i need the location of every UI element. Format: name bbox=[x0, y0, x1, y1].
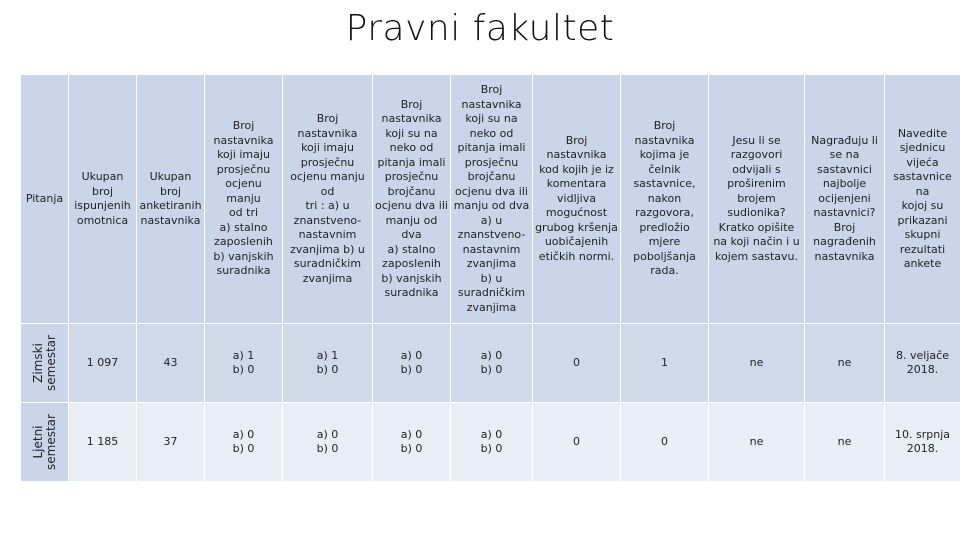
table-cell: 8. veljače 2018. bbox=[885, 324, 960, 403]
results-table bbox=[20, 74, 960, 482]
header-cell: Broj nastavnika kojima je čelnik sastavnice, nakon razgovora, predložio mjere poboljšanja rada. bbox=[621, 75, 709, 324]
table-cell: 1 bbox=[621, 324, 709, 403]
table-cell: a) 0 b) 0 bbox=[373, 403, 451, 482]
table-cell: a) 0 b) 0 bbox=[373, 324, 451, 403]
table-cell: ne bbox=[805, 403, 885, 482]
header-cell: Broj nastavnika koji su na neko od pitanja imali prosječnu brojčanu ocjenu dva ili manju od dva a) stalno zaposlenih b) vanjskih suradnika bbox=[373, 75, 451, 324]
header-cell: Broj nastavnika koji su na neko od pitanja imali prosječnu brojčanu ocjenu dva ili manju od dva a) u znanstveno- nastavnim zvanjima b) u suradničkim zvanjima bbox=[451, 75, 533, 324]
table-cell: a) 0 b) 0 bbox=[205, 403, 283, 482]
table-cell: 43 bbox=[137, 324, 205, 403]
table-row bbox=[21, 403, 960, 482]
table-cell: a) 0 b) 0 bbox=[451, 324, 533, 403]
table-cell: ne bbox=[709, 324, 805, 403]
row-label: Zimski semestar bbox=[21, 324, 69, 403]
table-cell: a) 1 b) 0 bbox=[283, 324, 373, 403]
table-cell: a) 0 b) 0 bbox=[451, 403, 533, 482]
table-cell: ne bbox=[805, 324, 885, 403]
table-cell: 0 bbox=[533, 403, 621, 482]
header-cell: Nagrađuju li se na sastavnici najbolje ocijenjeni nastavnici? Broj nagrađenih nastavnika bbox=[805, 75, 885, 324]
header-row bbox=[21, 75, 960, 324]
header-cell: Jesu li se razgovori odvijali s proširenim brojem sudionika? Kratko opišite na koji način i u kojem sastavu. bbox=[709, 75, 805, 324]
table-cell: 37 bbox=[137, 403, 205, 482]
table-cell: 0 bbox=[621, 403, 709, 482]
table-cell: a) 1 b) 0 bbox=[205, 324, 283, 403]
table-cell: a) 0 b) 0 bbox=[283, 403, 373, 482]
header-cell: Navedite sjednicu vijeća sastavnice na kojoj su prikazani skupni rezultati ankete bbox=[885, 75, 960, 324]
page-title: Pravni fakultet bbox=[345, 8, 615, 49]
table-cell: ne bbox=[709, 403, 805, 482]
header-cell: Ukupan broj ispunjenih omotnica bbox=[69, 75, 137, 324]
table-row bbox=[21, 324, 960, 403]
header-cell: Ukupan broj anketiranih nastavnika bbox=[137, 75, 205, 324]
table-cell: 0 bbox=[533, 324, 621, 403]
header-cell: Broj nastavnika kod kojih je iz komentara vidljiva mogućnost grubog kršenja uobičajenih etičkih normi. bbox=[533, 75, 621, 324]
header-cell: Broj nastavnika koji imaju prosječnu ocjenu manju od tri a) stalno zaposlenih b) vanjskih suradnika bbox=[205, 75, 283, 324]
table-cell: 10. srpnja 2018. bbox=[885, 403, 960, 482]
row-label: Ljetni semestar bbox=[21, 403, 69, 482]
header-cell: Broj nastavnika koji imaju prosječnu ocjenu manju od tri : a) u znanstveno- nastavnim zvanjima b) u suradničkim zvanjima bbox=[283, 75, 373, 324]
table-cell: 1 097 bbox=[69, 324, 137, 403]
table-cell: 1 185 bbox=[69, 403, 137, 482]
header-cell: Pitanja bbox=[21, 75, 69, 324]
